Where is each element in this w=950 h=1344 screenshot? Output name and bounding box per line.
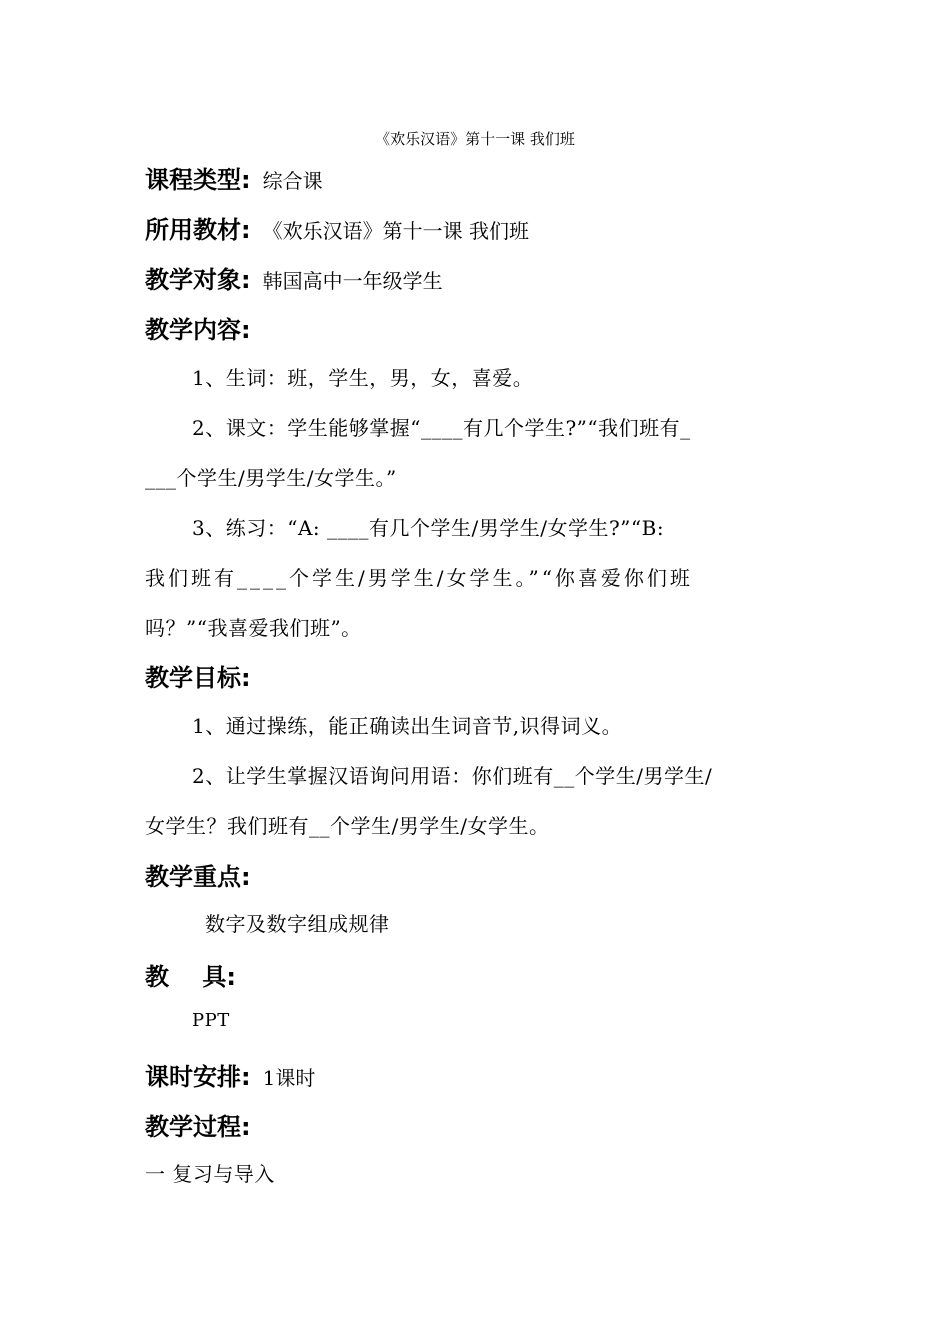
content-item-3-line-2: 我们班有____个学生/男学生/女学生。”“你喜爱你们班: [145, 566, 693, 590]
content-item-3-line-1: 3、练习：“A: ____有几个学生/男学生/女学生?”“B:: [192, 516, 665, 540]
audience-label: 教学对象:: [145, 266, 251, 294]
key-points-value: 数字及数字组成规律: [205, 912, 390, 936]
goals-item-1: 1、通过操练，能正确读出生词音节,识得词义。: [192, 714, 623, 738]
schedule-value: 1课时: [262, 1066, 316, 1090]
goals-heading: 教学目标:: [145, 664, 251, 692]
course-type-row: [145, 160, 323, 195]
content-item-1: 1、生词：班，学生，男，女，喜爱。: [192, 366, 534, 390]
textbook-value: 《欢乐汉语》第十一课 我们班: [262, 219, 529, 243]
process-heading: 教学过程:: [145, 1113, 251, 1141]
goals-item-2-line-1: 2、让学生掌握汉语询问用语：你们班有__个学生/男学生/: [192, 764, 713, 788]
textbook-label: 所用教材:: [145, 216, 251, 244]
audience-row: [145, 260, 443, 295]
content-item-2-line-2: ___个学生/男学生/女学生。”: [145, 466, 397, 490]
course-type-label: 课程类型:: [145, 166, 251, 194]
content-item-3-line-3: 吗？”“我喜爱我们班”。: [145, 616, 362, 640]
schedule-label: 课时安排:: [145, 1063, 251, 1091]
tools-heading: 教 具:: [145, 963, 237, 991]
content-item-2-line-1: 2、课文：学生能够掌握“____有几个学生?”“我们班有_: [192, 416, 691, 440]
textbook-row: [145, 210, 529, 245]
content-heading: 教学内容:: [145, 316, 251, 344]
tools-value: PPT: [192, 1010, 230, 1031]
key-points-heading: 教学重点:: [145, 863, 251, 891]
course-type-value: 综合课: [262, 169, 323, 193]
schedule-row: [145, 1057, 315, 1092]
goals-item-2-line-2: 女学生？我们班有__个学生/男学生/女学生。: [145, 814, 550, 838]
audience-value: 韩国高中一年级学生: [262, 269, 443, 293]
process-step-1: 一 复习与导入: [145, 1162, 275, 1186]
document-header-title: 《欢乐汉语》第十一课 我们班: [375, 130, 575, 148]
